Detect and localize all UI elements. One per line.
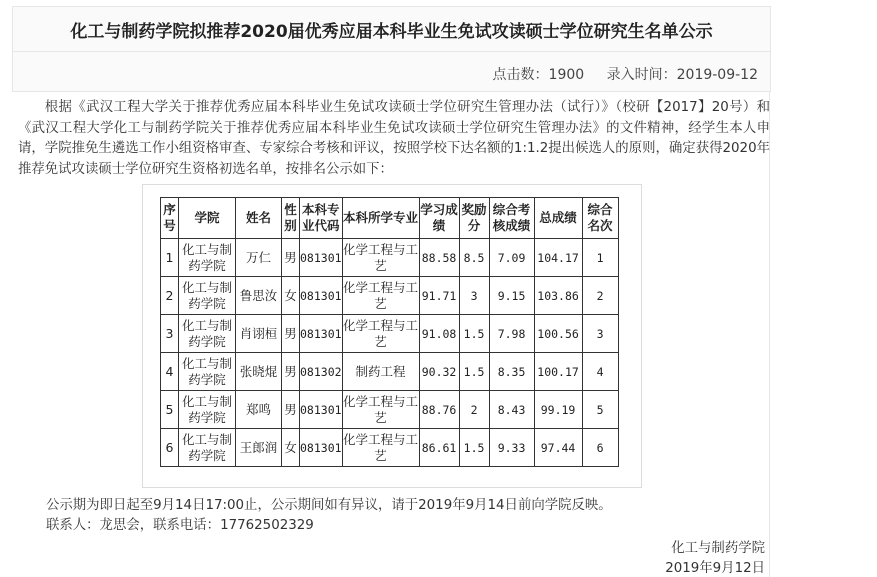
cell-total: 99.19 [534,391,582,429]
cell-gender: 男 [282,391,300,429]
header-cell: 学院 [179,198,236,239]
header-cell: 序号 [161,198,179,239]
header-cell: 性别 [282,198,300,239]
cell-name: 郑鸣 [236,391,282,429]
cell-assessment: 9.15 [489,277,534,315]
cell-study-score: 88.76 [419,391,459,429]
cell-bonus: 3 [459,277,489,315]
table-container [142,184,642,488]
cell-college: 化工与制药学院 [179,353,236,391]
cell-study-score: 90.32 [419,353,459,391]
ranking-table [160,197,619,467]
cell-assessment: 7.98 [489,315,534,353]
table-row [161,315,619,353]
entry-date: 录入时间：2019-09-12 [606,67,758,83]
cell-gender: 女 [282,277,300,315]
header-cell: 本科专业代码 [300,198,343,239]
cell-major-code: 081301 [300,429,343,467]
table-row [161,277,619,315]
cell-index: 2 [161,277,179,315]
cell-bonus: 1.5 [459,429,489,467]
cell-major: 化学工程与工艺 [342,391,419,429]
cell-major-code: 081302 [300,353,343,391]
cell-rank: 4 [582,353,618,391]
cell-total: 100.56 [534,315,582,353]
cell-study-score: 88.58 [419,239,459,277]
click-count: 点击数：1900 [492,67,585,83]
cell-assessment: 8.35 [489,353,534,391]
cell-college: 化工与制药学院 [179,429,236,467]
table-row [161,391,619,429]
cell-assessment: 9.33 [489,429,534,467]
intro-paragraph: 根据《武汉工程大学关于推荐优秀应届本科毕业生免试攻读硕士学位研究生管理办法（试行）》（校研【2017】20号）和《武汉工程大学化工与制药学院关于推荐优秀应届本科毕业生免试攻读硕士学位研究生管理办法》的文件精神，经学生本人申请，学院推免生遴选工作小组资格审查、专家综合考核和评议，按照学校下达名额的1:1.2提出候选人的原则，确定获得2020年推荐免试攻读硕士学位研究生资格初选名单，按排名公示如下： [18,100,770,177]
cell-index: 4 [161,353,179,391]
cell-index: 5 [161,391,179,429]
cell-college: 化工与制药学院 [179,391,236,429]
cell-major-code: 081301 [300,277,343,315]
cell-total: 103.86 [534,277,582,315]
cell-index: 3 [161,315,179,353]
cell-major: 化学工程与工艺 [342,239,419,277]
cell-name: 张晓焜 [236,353,282,391]
contact-info: 联系人：龙思会，联系电话：17762502329 [46,518,314,533]
cell-study-score: 91.08 [419,315,459,353]
cell-bonus: 8.5 [459,239,489,277]
cell-name: 鲁思汝 [236,277,282,315]
header-cell: 总成绩 [534,198,582,239]
cell-study-score: 91.71 [419,277,459,315]
cell-name: 王郎润 [236,429,282,467]
cell-bonus: 1.5 [459,315,489,353]
cell-major-code: 081301 [300,391,343,429]
header-cell: 综合名次 [582,198,618,239]
cell-rank: 3 [582,315,618,353]
page-title: 化工与制药学院拟推荐2020届优秀应届本科毕业生免试攻读硕士学位研究生名单公示 [70,21,713,42]
cell-bonus: 2 [459,391,489,429]
cell-major: 化学工程与工艺 [342,429,419,467]
table-row [161,353,619,391]
header-cell: 本科所学专业 [342,198,419,239]
cell-major-code: 081301 [300,239,343,277]
table-header-row [161,198,619,239]
cell-assessment: 7.09 [489,239,534,277]
cell-college: 化工与制药学院 [179,315,236,353]
objection-notice: 公示期为即日起至9月14日17:00止，公示期间如有异议，请于2019年9月14日前向学院反映。 [46,498,612,513]
title-box [12,6,771,52]
cell-total: 100.17 [534,353,582,391]
cell-gender: 男 [282,315,300,353]
cell-total: 104.17 [534,239,582,277]
cell-gender: 男 [282,353,300,391]
cell-major: 制药工程 [342,353,419,391]
cell-rank: 5 [582,391,618,429]
cell-gender: 女 [282,429,300,467]
cell-college: 化工与制药学院 [179,277,236,315]
cell-college: 化工与制药学院 [179,239,236,277]
meta-bar [12,52,771,92]
cell-rank: 2 [582,277,618,315]
cell-rank: 1 [582,239,618,277]
header-cell: 学习成绩 [419,198,459,239]
cell-name: 肖诩桓 [236,315,282,353]
header-cell: 奖励分 [459,198,489,239]
cell-major-code: 081301 [300,315,343,353]
cell-major: 化学工程与工艺 [342,277,419,315]
cell-total: 97.44 [534,429,582,467]
signature-org: 化工与制药学院 [671,541,765,556]
header-cell: 姓名 [236,198,282,239]
meta-info [493,64,758,84]
cell-major: 化学工程与工艺 [342,315,419,353]
cell-assessment: 8.43 [489,391,534,429]
article-body [18,98,770,180]
cell-index: 6 [161,429,179,467]
cell-study-score: 86.61 [419,429,459,467]
header-cell: 综合考核成绩 [489,198,534,239]
cell-bonus: 1.5 [459,353,489,391]
signature-date: 2019年9月12日 [665,561,765,576]
table-row [161,429,619,467]
cell-name: 万仁 [236,239,282,277]
cell-index: 1 [161,239,179,277]
cell-gender: 男 [282,239,300,277]
table-row [161,239,619,277]
cell-rank: 6 [582,429,618,467]
